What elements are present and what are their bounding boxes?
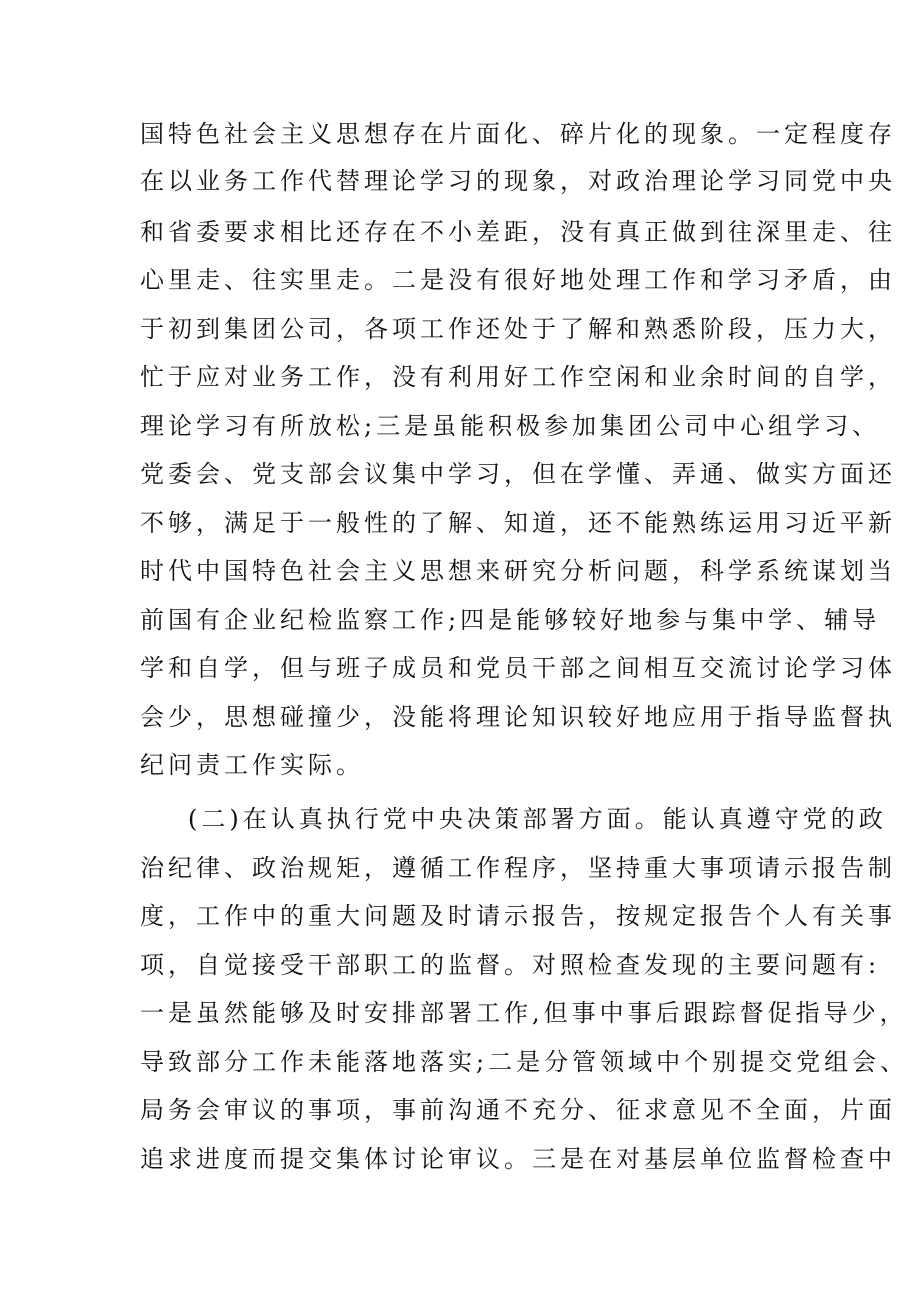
text-line: 国特色社会主义思想存在片面化、碎片化的现象。一定程度存 — [140, 120, 896, 148]
text-line: 治纪律、政治规矩，遵循工作程序，坚持重大事项请示报告制 — [140, 854, 896, 882]
text-line: 一是虽然能够及时安排部署工作,但事中事后跟踪督促指导少， — [140, 999, 908, 1027]
text-line: 局务会审议的事项，事前沟通不充分、征求意见不全面，片面 — [140, 1096, 896, 1124]
text-line: 党委会、党支部会议集中学习，但在学懂、弄通、做实方面还 — [140, 460, 896, 488]
text-line: 和省委要求相比还存在不小差距，没有真正做到往深里走、往 — [140, 218, 896, 246]
text-line: 导致部分工作未能落地落实;二是分管领域中个别提交党组会、 — [140, 1048, 909, 1076]
text-line: 会少，思想碰撞少，没能将理论知识较好地应用于指导监督执 — [140, 703, 896, 731]
text-line: 在以业务工作代替理论学习的现象，对政治理论学习同党中央 — [140, 167, 896, 195]
text-line: 忙于应对业务工作，没有利用好工作空闲和业余时间的自学， — [140, 363, 896, 391]
text-line: 学和自学，但与班子成员和党员干部之间相互交流讨论学习体 — [140, 654, 896, 682]
text-line: 时代中国特色社会主义思想来研究分析问题，科学系统谋划当 — [140, 557, 896, 585]
text-line: 不够，满足于一般性的了解、知道，还不能熟练运用习近平新 — [140, 509, 896, 537]
text-line: 纪问责工作实际。 — [140, 751, 364, 779]
text-line: 追求进度而提交集体讨论审议。三是在对基层单位监督检查中 — [140, 1145, 896, 1173]
text-line: 心里走、往实里走。二是没有很好地处理工作和学习矛盾，由 — [140, 266, 896, 294]
paragraph-heading-line: (二)在认真执行党中央决策部署方面。能认真遵守党的政 — [188, 805, 887, 833]
text-line: 度，工作中的重大问题及时请示报告，按规定报告个人有关事 — [140, 902, 896, 930]
text-line: 理论学习有所放松;三是虽能积极参加集团公司中心组学习、 — [140, 412, 881, 440]
text-line: 项，自觉接受干部职工的监督。对照检查发现的主要问题有: — [140, 951, 881, 979]
text-line: 于初到集团公司，各项工作还处于了解和熟悉阶段，压力大， — [140, 315, 896, 343]
text-line: 前国有企业纪检监察工作;四是能够较好地参与集中学、辅导 — [140, 606, 881, 634]
